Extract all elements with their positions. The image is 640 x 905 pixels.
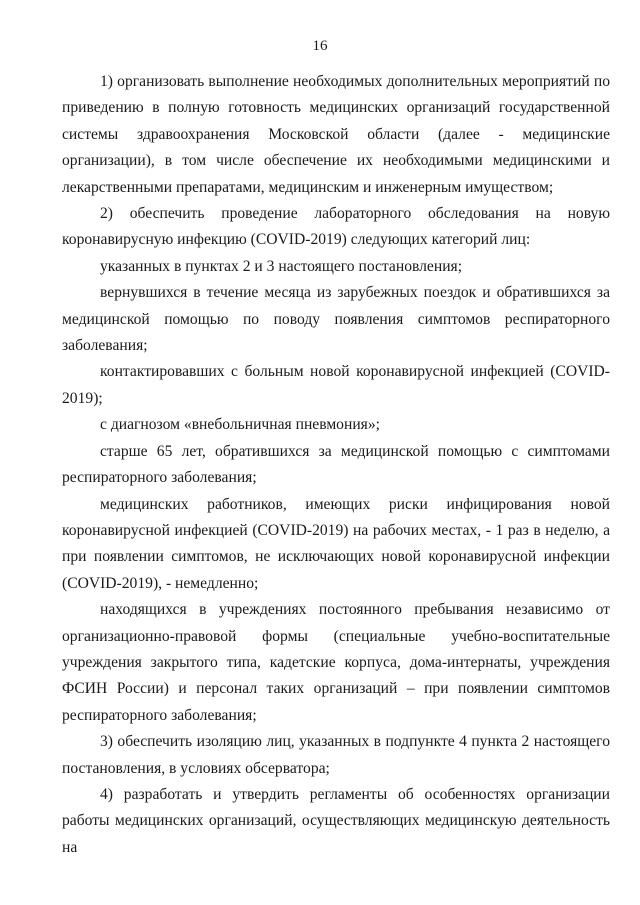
paragraph-list-item: указанных в пунктах 2 и 3 настоящего постановления; — [100, 257, 463, 275]
paragraph-list-item: вернувшихся в течение месяца из зарубежных поездок и обратившихся за медицинской помощью по поводу появления симптомов респираторного заболевания; — [62, 284, 610, 355]
paragraph-item-4: 4) разработать и утвердить регламенты об особенностях организации работы медицинских организаций, осуществляющих медицинскую деятельность на — [62, 785, 610, 856]
paragraph-list-item: контактировавших с больным новой коронавирусной инфекцией (COVID-2019); — [62, 363, 610, 407]
paragraph-item-1: 1) организовать выполнение необходимых дополнительных мероприятий по приведению в полную готовность медицинских организаций государственной системы здравоохранения Московской области (далее - медицинские организации), в том числе обеспечение их необходимыми медицинскими и лекарственными препаратами, медицинским и инженерным имуществом; — [62, 73, 610, 196]
document-body — [62, 69, 610, 861]
paragraph-item-3: 3) обеспечить изоляцию лиц, указанных в подпункте 4 пункта 2 настоящего постановления, в условиях обсерватора; — [62, 733, 610, 777]
paragraph-list-item: медицинских работников, имеющих риски инфицирования новой коронавирусной инфекцией (COVID-2019) на рабочих местах, - 1 раз в неделю, а при появлении симптомов, не исключающих новой коронавирусной инфекции (COVID-2019), - немедленно; — [62, 495, 610, 592]
paragraph-list-item: с диагнозом «внебольничная пневмония»; — [100, 416, 380, 434]
paragraph-list-item: находящихся в учреждениях постоянного пребывания независимо от организационно-правовой формы (специальные учебно-воспитательные учреждения закрытого типа, кадетские корпуса, дома-интернаты, учреждения ФСИН России) и персонал таких организаций – при появлении симптомов респираторного заболевания; — [62, 601, 610, 724]
page-number: 16 — [312, 38, 328, 54]
paragraph-list-item: старше 65 лет, обратившихся за медицинской помощью с симптомами респираторного заболевания; — [62, 442, 610, 487]
paragraph-item-2: 2) обеспечить проведение лабораторного обследования на новую коронавирусную инфекцию (COVID-2019) следующих категорий лиц: — [62, 205, 610, 249]
